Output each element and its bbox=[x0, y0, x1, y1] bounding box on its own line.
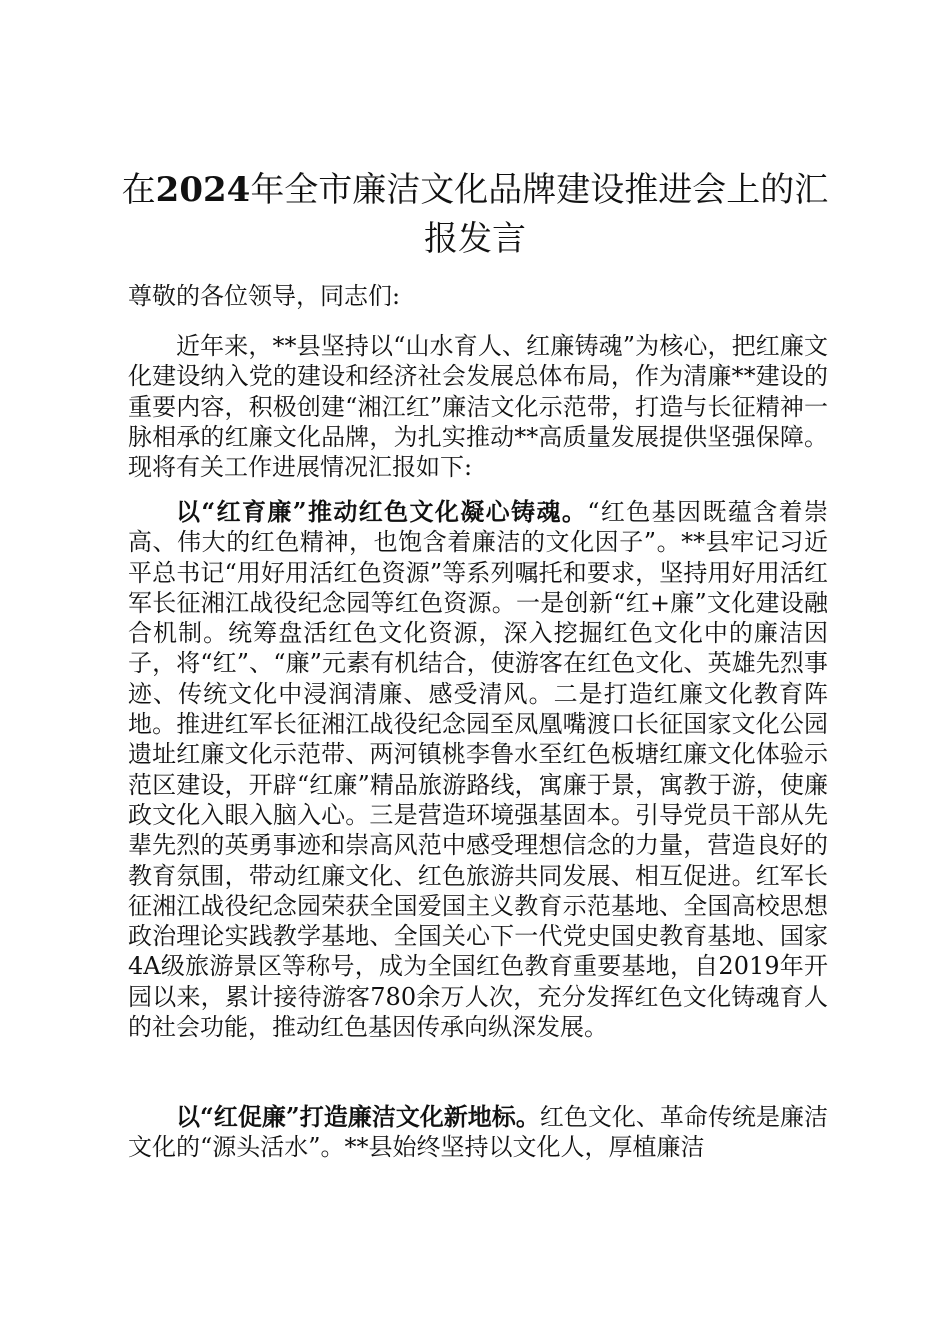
paragraph-red-promotes-integrity bbox=[128, 1102, 828, 1163]
paragraph-body: 近年来，**县坚持以“山水育人、红廉铸魂”为核心，把红廉文化建设纳入党的建设和经济社会发展总体布局，作为清廉**建设的重要内容，积极创建“湘江红”廉洁文化示范带，打造与长征精神一脉相承的红廉文化品牌，为扎实推动**高质量发展提供坚强保障。现将有关工作进展情况汇报如下: bbox=[128, 332, 828, 482]
paragraph-red-nurtures-integrity bbox=[128, 497, 828, 1042]
title-prefix: 在 bbox=[121, 170, 156, 210]
paragraph-body: “红色基因既蕴含着崇高、伟大的红色精神，也饱含着廉洁的文化因子”。**县牢记习近平总书记“用好用活红色资源”等系列嘱托和要求，坚持用好用活红军长征湘江战役纪念园等红色资源。一是创新“红+廉”文化建设融合机制。统筹盘活红色文化资源，深入挖掘红色文化中的廉洁因子，将“红”、“廉”元素有机结合，使游客在红色文化、英雄先烈事迹、传统文化中浸润清廉、感受清风。二是打造红廉文化教育阵地。推进红军长征湘江战役纪念园至凤凰嘴渡口长征国家文化公园遗址红廉文化示范带、两河镇桃李鲁水至红色板塘红廉文化体验示范区建设，开辟“红廉”精品旅游路线，寓廉于景，寓教于游，使廉政文化入眼入脑入心。三是营造环境强基固本。引导党员干部从先辈先烈的英勇事迹和崇高风范中感受理想信念的力量，营造良好的教育氛围，带动红廉文化、红色旅游共同发展、相互促进。红军长征湘江战役纪念园荣获全国爱国主义教育示范基地、全国高校思想政治理论实践教学基地、全国关心下一代党史国史教育基地、国家4A级旅游景区等称号，成为全国红色教育重要基地，自2019年开园以来，累计接待游客780余万人次，充分发挥红色文化铸魂育人的社会功能，推动红色基因传承向纵深发展。 bbox=[128, 498, 828, 1042]
title-rest: 年全市廉洁文化品牌建设推进会上的汇报发言 bbox=[250, 170, 829, 259]
salutation: 尊敬的各位领导，同志们: bbox=[128, 282, 401, 310]
paragraph-lead: 以“红促廉”打造廉洁文化新地标。 bbox=[176, 1102, 540, 1131]
document-title bbox=[120, 166, 830, 264]
paragraph-lead: 以“红育廉”推动红色文化凝心铸魂。 bbox=[176, 497, 588, 526]
title-year: 2024 bbox=[155, 170, 251, 210]
paragraph-intro bbox=[128, 331, 828, 482]
paragraph-body: 红色文化、革命传统是廉洁文化的“源头活水”。**县始终坚持以文化人，厚植廉洁 bbox=[128, 1103, 829, 1162]
